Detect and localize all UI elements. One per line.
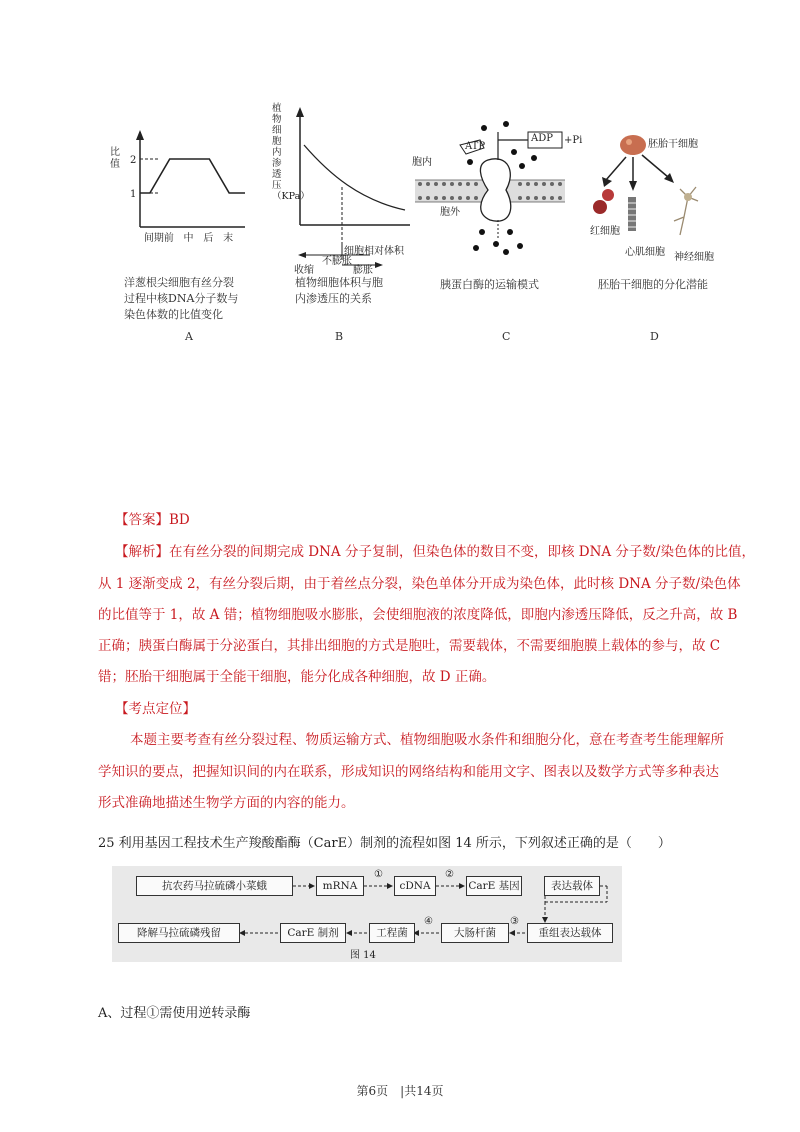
panel-b-caption: 植物细胞体积与胞 内渗透压的关系 <box>295 276 383 305</box>
panel-d-caption: 胚胎干细胞的分化潜能 <box>598 278 708 291</box>
analysis-line: 错；胚胎干细胞属于全能干细胞，能分化成各种细胞，故 D 正确。 <box>98 669 496 685</box>
flow-step-3: ③ <box>510 916 519 927</box>
panel-c-letter: C <box>502 330 511 343</box>
answer-line: 【答案】BD <box>115 512 190 528</box>
question-stem: 25 利用基因工程技术生产羧酸酯酶（CarE）制剂的流程如图 14 所示，下列叙述正确的是（ ） <box>98 836 671 851</box>
kaodian-line: 形式准确地描述生物学方面的内容的能力。 <box>98 795 355 811</box>
panel-a-ylabel: 比值 <box>110 147 120 170</box>
flow-box-degrade: 降解马拉硫磷残留 <box>118 923 240 943</box>
panel-c-diagram <box>410 120 583 260</box>
y-tick-label: 2 <box>130 155 137 166</box>
kaodian-heading: 【考点定位】 <box>115 701 196 717</box>
analysis-line: 的比值等于 1，故 A 错；植物细胞吸水膨胀，会使细胞液的浓度降低，即胞内渗透压降低，反之升高，故 B <box>98 607 738 623</box>
flow-step-1: ① <box>374 869 383 880</box>
panel-d-letter: D <box>650 330 659 343</box>
y-axis-arrow <box>136 130 144 140</box>
panel-d-label-red: 红细胞 <box>590 226 620 237</box>
x-tick-label: 前 <box>163 233 174 244</box>
panel-b-state-shrink: 收缩 <box>294 265 314 276</box>
x-tick-label: 间期 <box>143 233 164 244</box>
flow-caption: 图 14 <box>350 950 376 961</box>
flow-step-4: ④ <box>424 916 433 927</box>
panel-d-label-heart: 心肌细胞 <box>625 247 665 258</box>
x-tick-label: 中 <box>183 233 194 244</box>
flow-box-mrna: mRNA <box>316 876 364 896</box>
panel-c-caption: 胰蛋白酶的运输模式 <box>440 278 539 291</box>
panel-c-label-pi: +Pi <box>564 135 583 146</box>
panel-a-caption: 洋葱根尖细胞有丝分裂 过程中核DNA分子数与 染色体数的比值变化 <box>124 276 239 321</box>
flow-box-gene: CarE 基因 <box>466 876 522 896</box>
panel-d-label-nerve: 神经细胞 <box>674 252 714 263</box>
panel-c-label-outside: 胞外 <box>440 207 460 218</box>
panel-a-chart <box>110 115 260 250</box>
panel-c-label-adp: ADP <box>531 133 553 144</box>
figure-panels <box>110 95 730 345</box>
x-tick-label: 后 <box>203 233 214 244</box>
analysis-line: 从 1 逐渐变成 2，有丝分裂后期，由于着丝点分裂，染色单体分开成为染色体，此时核 DNA 分子数/染色体 <box>98 576 741 592</box>
kaodian-line: 本题主要考查有丝分裂过程、物质运输方式、植物细胞吸水条件和细胞分化，意在考查考生能理解所 <box>130 732 724 748</box>
flow-box-cdna: cDNA <box>394 876 436 896</box>
flowchart-figure-14 <box>112 866 622 962</box>
panel-b-state-swell: 膨胀 <box>353 265 373 276</box>
page-footer: 第6页 |共14页 <box>356 1084 444 1098</box>
analysis-line: 正确；胰蛋白酶属于分泌蛋白，其排出细胞的方式是胞吐，需要载体，不需要细胞膜上载体的参与，故 C <box>98 638 721 654</box>
series-line <box>140 159 245 193</box>
flow-step-2: ② <box>445 869 454 880</box>
panel-b-letter: B <box>335 330 344 343</box>
option-a: A、过程①需使用逆转录酶 <box>98 1006 251 1021</box>
analysis-line: 【解析】在有丝分裂的间期完成 DNA 分子复制，但染色体的数目不变，即核 DNA 分子数/染色体的比值， <box>115 544 755 560</box>
panel-b-state-normal: 不膨胀 <box>322 256 352 267</box>
panel-b-ylabel: 植物细胞内渗透压（KPa） <box>272 103 310 202</box>
flow-box-eng: 工程菌 <box>369 923 415 943</box>
kaodian-line: 学知识的要点，把握知识间的内在联系，形成知识的网络结构和能用文字、图表以及数学方式等多种表达 <box>98 764 719 780</box>
panel-b-xlabel: 细胞相对体积 <box>344 246 404 257</box>
flow-box-prep: CarE 制剂 <box>280 923 346 943</box>
flow-box-source: 抗农药马拉硫磷小菜蛾 <box>136 876 293 896</box>
panel-c-label-atp: ATP <box>465 141 486 152</box>
flow-box-vector: 表达载体 <box>544 876 600 896</box>
panel-d-label-stem: 胚胎干细胞 <box>648 139 698 150</box>
panel-a-letter: A <box>185 330 193 343</box>
flow-box-ecoli: 大肠杆菌 <box>441 923 509 943</box>
panel-c-label-inside: 胞内 <box>412 157 432 168</box>
y-tick-label: 1 <box>130 189 137 200</box>
flow-box-recomb: 重组表达载体 <box>527 923 613 943</box>
x-tick-label: 末 <box>223 233 234 244</box>
